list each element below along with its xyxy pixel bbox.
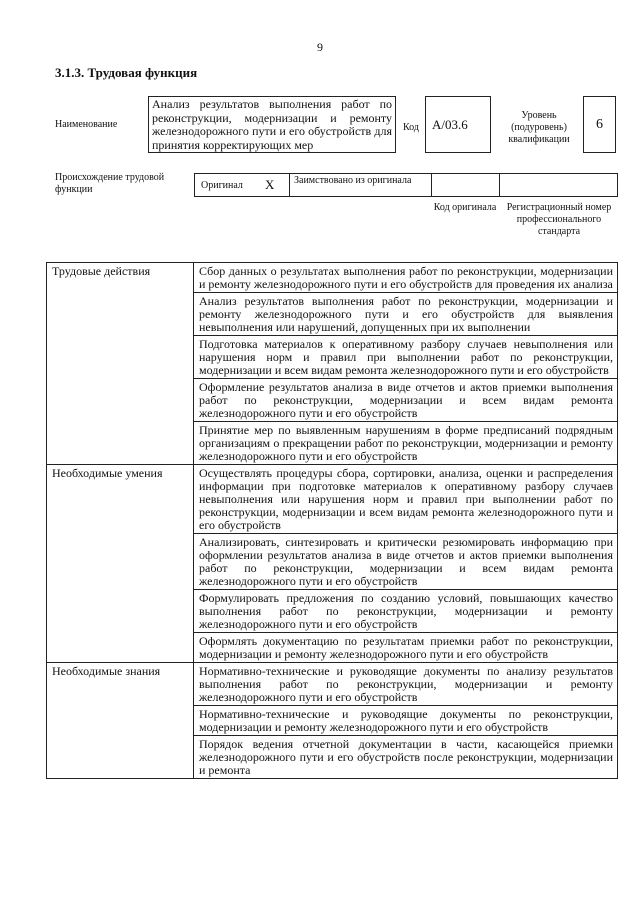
group-label: Необходимые умения bbox=[47, 465, 194, 663]
table-cell: Оформление результатов анализа в виде отчетов и актов приемки выполнения работ по реконструкции, модернизации и всем видам ремонта железнодорожного пути и его обустройств bbox=[194, 379, 618, 422]
page-number: 9 bbox=[317, 40, 323, 54]
table-cell: Подготовка материалов к оперативному разбору случаев невыполнения или нарушения норм и правил при выполнении работ по реконструкции, модернизации и всем видам ремонта железнодорожного пути и его обустройств bbox=[194, 336, 618, 379]
level-label: Уровень (подуровень) квалификации bbox=[508, 110, 570, 145]
table-cell: Осуществлять процедуры сбора, сортировки, анализа, оценки и распределения информации при подготовке материалов к оперативному разбору случаев невыполнения или нарушения норм и правил при выполнении работ по реконструкции, модернизации и всем видам ремонта железнодорожного пути и его обустройств bbox=[194, 465, 618, 534]
table-cell: Формулировать предложения по созданию условий, повышающих качество выполнения работ по реконструкции, модернизации и ремонту железнодорожного пути и его обустройств bbox=[194, 590, 618, 633]
group-label: Необходимые знания bbox=[47, 663, 194, 779]
function-details-table bbox=[46, 262, 618, 779]
table-row bbox=[47, 263, 618, 293]
table-cell: Принятие мер по выявленным нарушениям в форме предписаний подрядным организациям о прекращении работ по реконструкции, модернизации и ремонту железнодорожного пути и его обустройств bbox=[194, 422, 618, 465]
table-cell: Анализировать, синтезировать и критически резюмировать информацию при оформлении результатов анализа в виде отчетов и актов приемки выполнения работ по реконструкции, модернизации и всем видам ремонта железнодорожного пути и его обустройств bbox=[194, 534, 618, 590]
name-label: Наименование bbox=[55, 119, 118, 130]
table-cell: Анализ результатов выполнения работ по реконструкции, модернизации и ремонту железнодорожного пути и его обустройств для выявления невыполнения или нарушений, допущенных при их выполнении bbox=[194, 293, 618, 336]
table-cell: Порядок ведения отчетной документации в части, касающейся приемки железнодорожного пути и его обустройств после реконструкции, модернизации и ремонта bbox=[194, 736, 618, 779]
registration-number-cell bbox=[499, 173, 618, 197]
origin-row bbox=[194, 173, 618, 197]
original-label: Оригинал bbox=[201, 180, 243, 191]
original-cell bbox=[194, 173, 290, 197]
table-row bbox=[47, 465, 618, 534]
group-label: Трудовые действия bbox=[47, 263, 194, 465]
table-cell: Нормативно-технические и руководящие документы по анализу результатов выполнения работ по реконструкции, модернизации и ремонту железнодорожного пути и его обустройств bbox=[194, 663, 618, 706]
table-row bbox=[47, 663, 618, 706]
code-caption: Код оригинала bbox=[433, 202, 497, 213]
function-code-box: А/03.6 bbox=[425, 96, 491, 153]
registration-caption: Регистрационный номер профессионального стандарта bbox=[506, 202, 612, 237]
code-label: Код bbox=[403, 122, 419, 133]
table-cell: Сбор данных о результатах выполнения работ по реконструкции, модернизации и ремонту железнодорожного пути и его обустройств для проведения их анализа bbox=[194, 263, 618, 293]
section-title: 3.1.3. Трудовая функция bbox=[55, 65, 198, 80]
function-name-box: Анализ результатов выполнения работ по реконструкции, модернизации и ремонту железнодорожного пути и его обустройств для принятия корректирующих мер bbox=[148, 96, 396, 153]
table-cell: Нормативно-технические и руководящие документы по реконструкции, модернизации и ремонту железнодорожного пути и его обустройств bbox=[194, 706, 618, 736]
origin-code-cell bbox=[431, 173, 500, 197]
borrowed-cell bbox=[289, 173, 432, 197]
origin-label: Происхождение трудовой функции bbox=[55, 172, 165, 195]
level-value-box: 6 bbox=[583, 96, 616, 153]
borrowed-label: Заимствовано из оригинала bbox=[294, 175, 412, 186]
table-cell: Оформлять документацию по результатам приемки работ по реконструкции, модернизации и ремонту железнодорожного пути и его обустройств bbox=[194, 633, 618, 663]
original-mark: X bbox=[265, 177, 275, 192]
